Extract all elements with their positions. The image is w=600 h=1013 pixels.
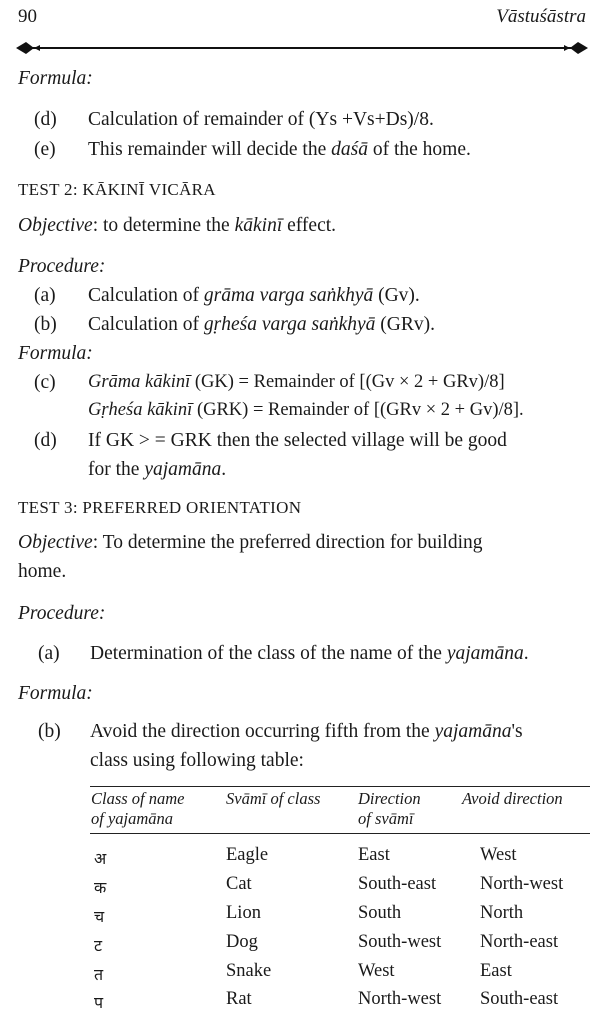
test2-proc-b: Calculation of gṛheśa varga saṅkhyā (GRv). xyxy=(88,314,435,335)
col-header-class: Class of name of yajamāna xyxy=(91,789,185,828)
item-marker-d: (d) xyxy=(34,109,57,130)
cell-class: प xyxy=(94,993,104,1012)
test3-objective-line1: Objective: To determine the preferred direction for building xyxy=(18,532,483,553)
item-marker-e: (e) xyxy=(34,139,56,160)
cell-svami: Cat xyxy=(226,874,252,894)
test3-heading: TEST 3: PREFERRED ORIENTATION xyxy=(18,498,302,517)
cell-direction: North-west xyxy=(358,989,442,1009)
cell-avoid: South-east xyxy=(480,989,559,1009)
cell-svami: Rat xyxy=(226,989,252,1009)
cell-class: ट xyxy=(94,936,103,955)
test2-objective: Objective: to determine the kākinī effect. xyxy=(18,215,337,236)
test2-condition-line1: If GK > = GRK then the selected village will be good xyxy=(88,430,507,451)
table-header-rule xyxy=(90,833,590,834)
cell-class: च xyxy=(94,907,105,926)
grama-kakini-formula: Grāma kākinī (GK) = Remainder of [(Gv × 2 + GRv)/8] xyxy=(88,372,505,392)
formula-item-e: This remainder will decide the daśā of the home. xyxy=(88,139,471,160)
col-header-avoid: Avoid direction xyxy=(462,789,563,808)
test2-condition-line2: for the yajamāna. xyxy=(88,459,227,480)
cell-class: त xyxy=(94,965,104,984)
cell-svami: Dog xyxy=(226,932,258,952)
test2-proc-a: Calculation of grāma varga saṅkhyā (Gv). xyxy=(88,285,420,306)
col-header-direction: Direction of svāmī xyxy=(358,789,421,828)
item-marker-b3: (b) xyxy=(38,721,61,742)
cell-svami: Eagle xyxy=(226,845,269,865)
cell-direction: West xyxy=(358,961,395,981)
test2-procedure-label: Procedure: xyxy=(18,256,106,277)
cell-avoid: North-west xyxy=(480,874,564,894)
cell-class: अ xyxy=(94,849,107,868)
cell-direction: South xyxy=(358,903,402,923)
test3-formula-label: Formula: xyxy=(18,683,93,704)
page-number: 90 xyxy=(18,6,37,27)
test3-formula-b-line2: class using following table: xyxy=(90,750,304,771)
cell-avoid: West xyxy=(480,845,517,865)
cell-avoid: East xyxy=(480,961,512,981)
item-marker-a3: (a) xyxy=(38,643,60,664)
table-top-rule xyxy=(90,786,590,787)
test3-procedure-label: Procedure: xyxy=(18,603,106,624)
formula-label: Formula: xyxy=(18,68,93,89)
test2-heading: TEST 2: KĀKINĪ VICĀRA xyxy=(18,180,216,199)
formula-item-d: Calculation of remainder of (Ys +Vs+Ds)/8. xyxy=(88,109,434,130)
cell-avoid: North-east xyxy=(480,932,559,952)
item-marker-d2: (d) xyxy=(34,430,57,451)
cell-svami: Lion xyxy=(226,903,261,923)
item-marker-b: (b) xyxy=(34,314,57,335)
cell-direction: South-west xyxy=(358,932,442,952)
test3-formula-b-line1: Avoid the direction occurring fifth from the yajamāna's xyxy=(90,721,523,742)
col-header-svami: Svāmī of class xyxy=(226,789,321,808)
running-title: Vāstuśāstra xyxy=(496,6,586,27)
cell-class: क xyxy=(94,878,107,897)
cell-svami: Snake xyxy=(226,961,272,981)
item-marker-c: (c) xyxy=(34,372,56,393)
cell-direction: South-east xyxy=(358,874,437,894)
cell-avoid: North xyxy=(480,903,524,923)
grhesa-kakini-formula: Gṛheśa kākinī (GRK) = Remainder of [(GRv × 2 + Gv)/8]. xyxy=(88,400,524,420)
test2-formula-label: Formula: xyxy=(18,343,93,364)
header-ornament-rule xyxy=(16,36,588,60)
item-marker-a: (a) xyxy=(34,285,56,306)
cell-direction: East xyxy=(358,845,390,865)
test3-proc-a: Determination of the class of the name of the yajamāna. xyxy=(90,643,529,664)
test3-objective-line2: home. xyxy=(18,561,67,582)
